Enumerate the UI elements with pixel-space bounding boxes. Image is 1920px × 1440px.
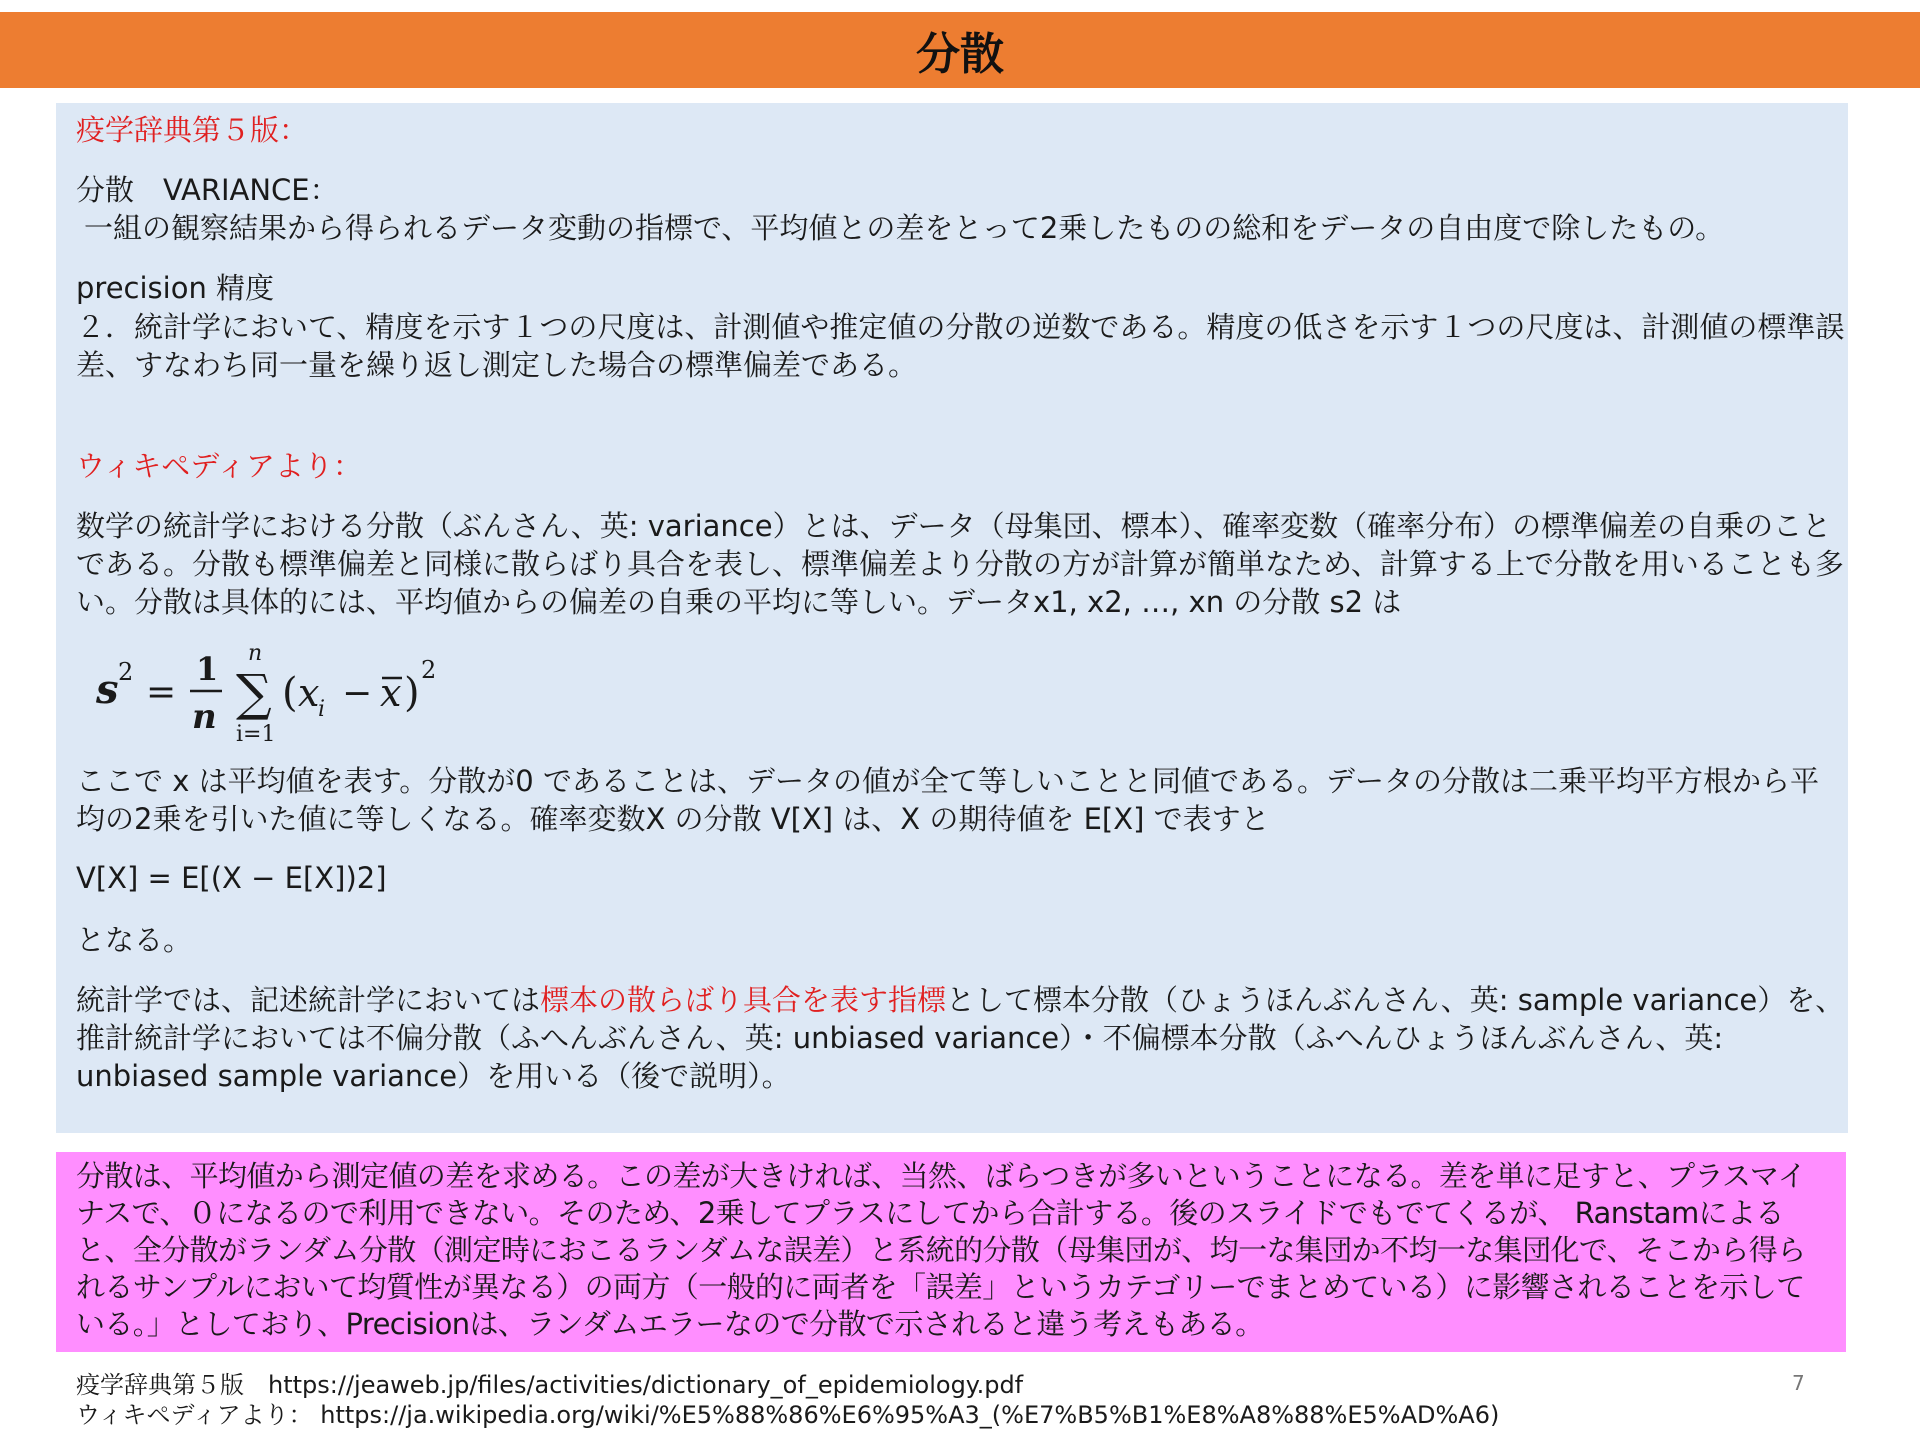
precision-term: precision 精度: [76, 271, 275, 305]
sample-variance-text: [76, 981, 1846, 1095]
after-formula-text: ここで x は平均値を表す。分散が0 であることは、データの値が全て等しいことと同値である。データの分散は二乗平均平方根から平均の2乗を引いた値に等しくなる。確率変数X の分散 V[X] は、X の期待値を E[X] で表すと: [76, 764, 1819, 836]
naru-text: となる。: [76, 923, 193, 957]
formula-paren-close: ): [404, 670, 420, 716]
precision-definition: ２．統計学において、精度を示す１つの尺度は、計測値や推定値の分散の逆数である。精度の低さを示す１つの尺度は、計測値の標準誤差、すなわち同一量を繰り返し測定した場合の標準偏差である。: [76, 310, 1845, 382]
variance-definition: 一組の観察結果から得られるデータ変動の指標で、平均値との差をとって2乗したものの総和をデータの自由度で除したもの。: [84, 211, 1725, 245]
formula-x-i: x: [298, 671, 320, 715]
formula-x-bar: x: [380, 671, 402, 715]
formula-sum-icon: ∑: [236, 664, 272, 722]
sample-text-part1: 統計学では、記述統計学においては: [76, 983, 541, 1017]
note-text: 分散は、平均値から測定値の差を求める。この差が大きければ、当然、ばらつきが多いということになる。差を単に足すと、プラスマイナスで、０になるので利用できない。そのため、2乗してプラスにしてから合計する。後のスライドでもでてくるが、 Ranstamによると、全分散がランダム分散（測定時におこるランダムな誤差）と系統的分散（母集団が、均一な集団か不均一な集団化で、そこから得られるサンプルにおいて均質性が異なる）の両方（一般的に両者を「誤差」というカテゴリーでまとめている）に影響されることを示している。」としており、Precisionは、ランダムエラーなので分散で示されると違う考えもある。: [76, 1159, 1807, 1341]
formula-minus: −: [342, 673, 373, 714]
wikipedia-heading: ウィキペディアより：: [76, 449, 362, 483]
formula-s-exponent: 2: [118, 658, 134, 686]
formula-equals: =: [146, 672, 177, 713]
wikipedia-intro: 数学の統計学における分散（ぶんさん、英: variance）とは、データ（母集団、標本）、確率変数（確率分布）の標準偏差の自乗のことである。分散も標準偏差と同様に散らばり具合を表し、標準偏差より分散の方が計算が簡単なため、計算する上で分散を用いることも多い。分散は具体的には、平均値からの偏差の自乗の平均に等しい。データx1, x2, …, xn の分散 s2 は: [76, 509, 1844, 619]
dictionary-heading: 疫学辞典第５版：: [76, 113, 309, 147]
sample-text-part2: として標本分散（ひょうほんぶんさん、英: sample variance）を、推計統計学においては不偏分散（ふへんぶんさん、英: unbiased variance）・不偏標本分散（ふへんひょうほんぶんさん、英: unbiased sample variance）を用いる（後で説明）。: [76, 983, 1845, 1093]
page-number: 7: [1792, 1371, 1805, 1395]
formula-paren-open: (: [282, 670, 298, 716]
variance-formula: [96, 638, 516, 748]
formula-denominator: n: [192, 697, 217, 737]
variance-term: 分散 VARIANCE：: [76, 173, 339, 207]
reference-dictionary: 疫学辞典第５版 https://jeaweb.jp/files/activities/dictionary_of_epidemiology.pdf: [76, 1371, 1024, 1399]
title-bar: [0, 12, 1920, 88]
expectation-formula: V[X] = E[(X − E[X])2]: [76, 861, 387, 895]
formula-exponent: 2: [421, 656, 437, 684]
sample-text-highlight: 標本の散らばり具合を表す指標: [540, 983, 947, 1017]
reference-wikipedia: ウィキペディアより： https://ja.wikipedia.org/wiki/%E5%88%86%E6%95%A3_(%E7%B5%B1%E8%A8%88%E5%AD%A6): [76, 1401, 1500, 1429]
main-content-box: [56, 103, 1848, 1133]
formula-sum-upper: n: [248, 641, 263, 666]
formula-sum-lower: i=1: [236, 722, 276, 747]
formula-numerator: 1: [196, 650, 219, 688]
formula-sub-i: i: [318, 697, 326, 722]
slide-title: 分散: [916, 29, 1004, 80]
note-box: [56, 1152, 1846, 1352]
formula-s: s: [96, 666, 119, 713]
